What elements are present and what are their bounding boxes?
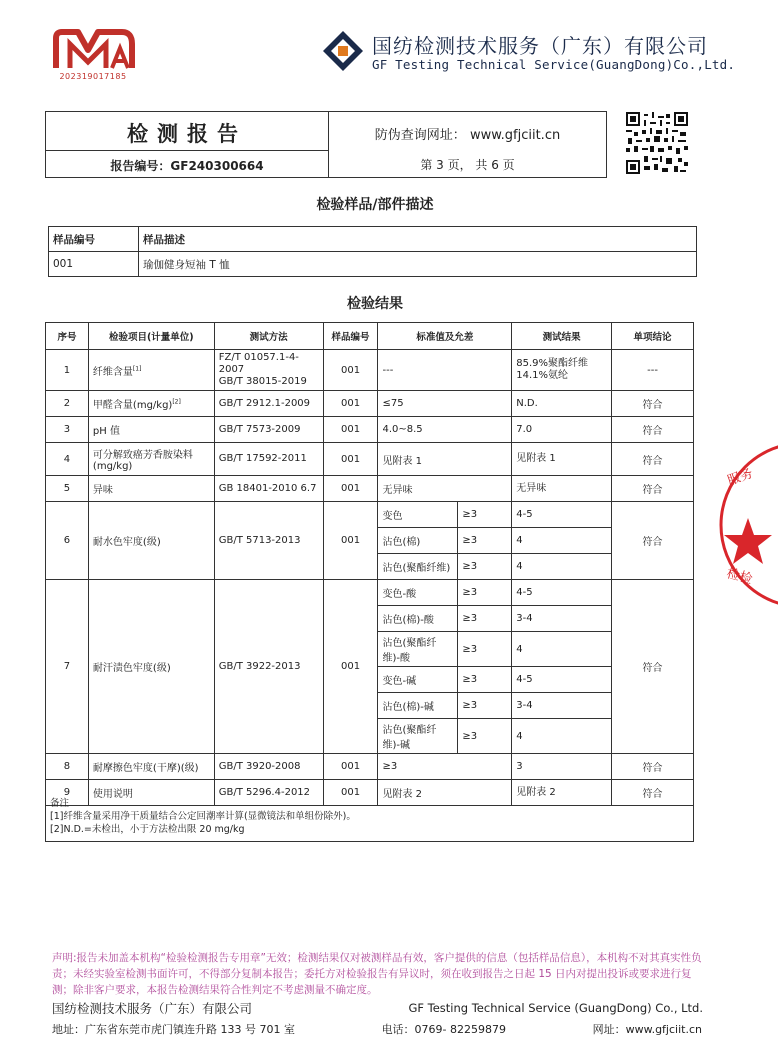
row-item [88,754,214,780]
sub-item-name: 沾色(棉)-碱 [378,693,458,719]
row-item-text: 使用说明 [92,789,133,800]
declaration: 声明:报告未加盖本机构“检验检测报告专用章”无效；检测结果仅对被测样品有效，客户提供的信息（包括样品信息），本机构不对其真实性负责；未经实验室检测书面许可，不得部分复制本报告；委托方对检验报告有异议时，须在收到报告之日起 15 日内对提出投诉或要求进行复测；除非客户要求，本报告检测结果符合性判定不考虑测量不确定度。 [52,952,702,996]
row-method: GB 18401-2010 6.7 [214,476,323,502]
sub-item-standard: ≥3 [458,606,512,632]
row-number: 5 [46,476,89,502]
sub-item-standard: ≥3 [458,719,512,754]
footer-company-en: GF Testing Technical Service (GuangDong) Co., Ltd. [408,1001,703,1015]
notes: 备注 [1]纤维含量采用净干质量结合公定回潮率计算(显微镜法和单组份除外)。 [2]N.D.=未检出，小于方法检出限 20 mg/kg [45,793,694,842]
report-number: 报告编号：GF240300664 [110,159,264,173]
sub-item-standard: ≥3 [458,632,512,667]
row-sample: 001 [323,502,378,580]
row-conclusion: 符合 [612,417,694,443]
row-conclusion: 符合 [612,443,694,476]
row-method: GB/T 5713-2013 [214,502,323,580]
col-no: 序号 [46,323,89,350]
row-item [88,391,214,417]
row-sample: 001 [323,754,378,780]
row-conclusion: 符合 [612,780,694,806]
row-item-note: [1] [132,365,142,373]
row-standard: 见附表 2 [378,780,512,806]
row-method: GB/T 17592-2011 [214,443,323,476]
row-number: 2 [46,391,89,417]
row-item: 耐水色牢度(级) [88,502,214,580]
row-result: 7.0 [512,417,612,443]
row-result: 无异味 [512,476,612,502]
row-result: N.D. [512,391,612,417]
row-item-text: 甲醛含量(mg/kg) [92,400,173,411]
row-number: 1 [46,350,89,391]
row-item-text: pH 值 [92,426,120,437]
footer-company-cn: 国纺检测技术服务（广东）有限公司 [52,1001,253,1016]
row-conclusion: --- [612,350,694,391]
report-title: 检测报告 [127,122,247,146]
row-sample: 001 [323,780,378,806]
footer-contact [52,1021,702,1037]
row-number: 9 [46,780,89,806]
row-number: 7 [46,580,89,754]
row-result: 见附表 1 [512,443,612,476]
sub-item-standard: ≥3 [458,528,512,554]
sample-desc: 瑜伽健身短袖 T 恤 [139,252,697,277]
results-section-title: 检验结果 [347,296,403,312]
col-conclusion: 单项结论 [612,323,694,350]
sub-item-standard: ≥3 [458,580,512,606]
sub-item-result: 4-5 [512,580,612,606]
row-conclusion: 符合 [612,754,694,780]
row-method: GB/T 3920-2008 [214,754,323,780]
row-conclusion: 符合 [612,391,694,417]
table-row [46,476,694,502]
row-item-note: [2] [172,398,181,406]
sub-item-standard: ≥3 [458,554,512,580]
row-result: 85.9%聚酯纤维 14.1%氨纶 [512,350,612,391]
svg-text:服务: 服务 [725,466,756,490]
row-result: 见附表 2 [512,780,612,806]
row-conclusion: 符合 [612,502,694,580]
sample-header-id: 样品编号 [49,227,139,252]
row-number: 8 [46,754,89,780]
row-item [88,350,214,391]
row-standard: ≥3 [378,754,512,780]
results-table [45,322,694,806]
row-sample: 001 [323,476,378,502]
table-row [46,443,694,476]
row-item-text: 异味 [92,485,113,496]
table-row [46,580,694,606]
sub-item-name: 变色-碱 [378,667,458,693]
sub-item-standard: ≥3 [458,693,512,719]
table-row [46,391,694,417]
sub-item-result: 4 [512,632,612,667]
svg-text:检检: 检检 [724,566,754,588]
col-item: 检验项目(计量单位) [88,323,214,350]
row-sample: 001 [323,443,378,476]
sub-item-result: 4 [512,554,612,580]
row-conclusion: 符合 [612,476,694,502]
sub-item-result: 4 [512,719,612,754]
sub-item-name: 沾色(棉)-酸 [378,606,458,632]
sample-table [48,226,697,277]
table-row [46,417,694,443]
row-method: GB/T 3922-2013 [214,580,323,754]
col-standard: 标准值及允差 [378,323,512,350]
sub-item-name: 沾色(聚酯纤维)-酸 [378,632,458,667]
table-row [46,754,694,780]
sub-item-result: 4 [512,528,612,554]
sub-item-result: 4-5 [512,502,612,528]
row-standard: 4.0~8.5 [378,417,512,443]
row-item [88,476,214,502]
col-sample: 样品编号 [323,323,378,350]
row-number: 4 [46,443,89,476]
page-info: 第 3 页， 共 6 页 [420,158,515,172]
gf-logo-icon [322,30,364,72]
company-name-cn: 国纺检测技术服务（广东）有限公司 [372,34,708,58]
row-item-text: 纤维含量 [92,366,133,378]
row-method: GB/T 7573-2009 [214,417,323,443]
sub-item-result: 3-4 [512,693,612,719]
sample-section-title: 检验样品/部件描述 [316,197,434,213]
footer-phone: 电话：0769- 82259879 [381,1023,507,1036]
row-method: FZ/T 01057.1-4-2007 GB/T 38015-2019 [214,350,323,391]
row-item: 耐汗渍色牢度(级) [88,580,214,754]
row-item-text: 耐摩擦色牢度(干摩)(级) [92,763,199,774]
row-standard: 无异味 [378,476,512,502]
row-item [88,443,214,476]
row-item-text: 可分解致癌芳香胺染料(mg/kg) [92,450,193,472]
sub-item-name: 变色 [378,502,458,528]
cma-number: 202319017185 [59,72,127,81]
footer-address: 地址：广东省东莞市虎门镇连升路 133 号 701 室 [52,1023,295,1036]
sub-item-result: 3-4 [512,606,612,632]
sample-id: 001 [49,252,139,277]
col-method: 测试方法 [214,323,323,350]
row-method: GB/T 5296.4-2012 [214,780,323,806]
row-number: 6 [46,502,89,580]
table-row [46,502,694,528]
verify-url[interactable]: 防伪查询网址： www.gfjciit.cn [374,128,561,143]
row-sample: 001 [323,417,378,443]
sub-item-name: 沾色(聚酯纤维)-碱 [378,719,458,754]
row-item [88,417,214,443]
company-name-en: GF Testing Technical Service(GuangDong)Co.,Ltd. [372,57,736,72]
sub-item-name: 沾色(棉) [378,528,458,554]
row-standard: --- [378,350,512,391]
row-method: GB/T 2912.1-2009 [214,391,323,417]
sub-item-name: 变色-酸 [378,580,458,606]
row-standard: ≤75 [378,391,512,417]
sub-item-result: 4-5 [512,667,612,693]
seal-stamp [718,440,778,610]
report-title-box [45,111,607,178]
row-sample: 001 [323,391,378,417]
row-conclusion: 符合 [612,580,694,754]
sample-header-desc: 样品描述 [139,227,697,252]
row-result: 3 [512,754,612,780]
sub-item-standard: ≥3 [458,667,512,693]
table-row [46,350,694,391]
row-number: 3 [46,417,89,443]
row-sample: 001 [323,350,378,391]
col-result: 测试结果 [512,323,612,350]
footer-website[interactable]: 网址：www.gfjciit.cn [592,1023,702,1036]
sub-item-name: 沾色(聚酯纤维) [378,554,458,580]
sub-item-standard: ≥3 [458,502,512,528]
row-sample: 001 [323,580,378,754]
row-standard: 见附表 1 [378,443,512,476]
qr-code-icon [626,112,688,174]
